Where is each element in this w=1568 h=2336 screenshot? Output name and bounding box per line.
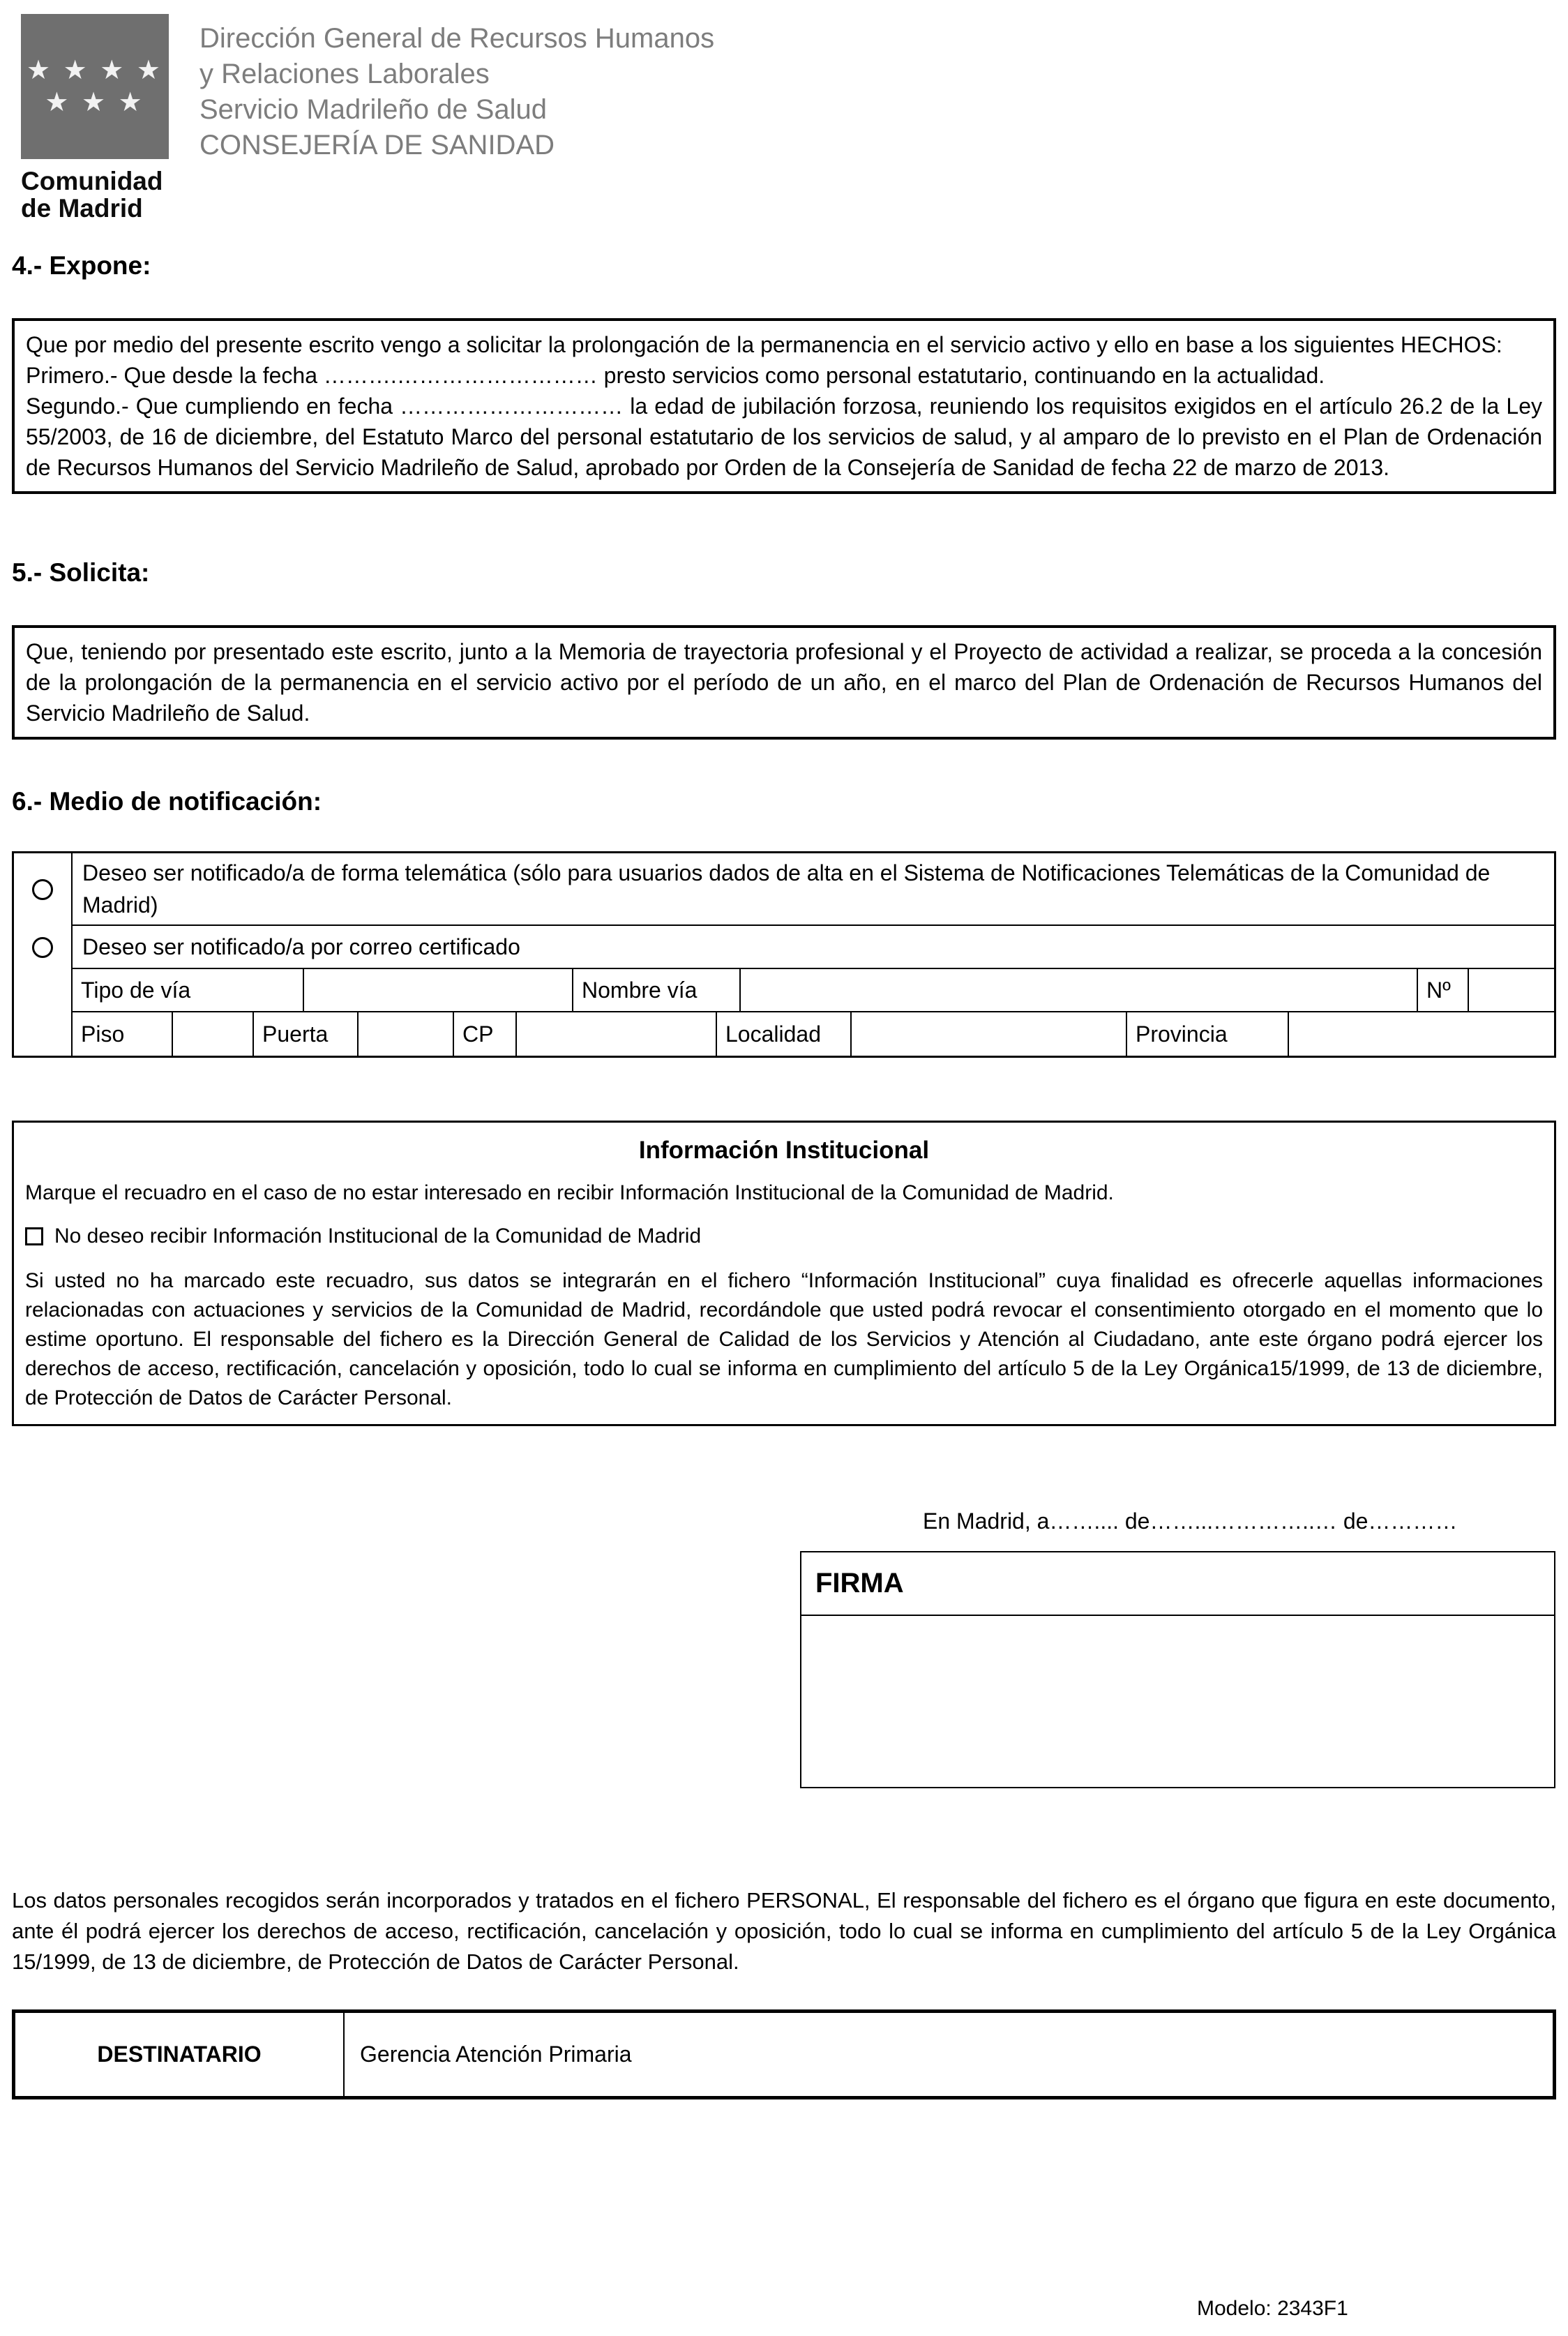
solicita-box	[12, 625, 1556, 740]
legal-footer-text: Los datos personales recogidos serán incorporados y tratados en el fichero PERSONAL, El responsable del fichero es el órgano que figura en este documento, ante él podrá ejercer los derechos de acceso, rectificación, cancelación y oposición, todo lo cual se informa en cumplimiento del artículo 5 de la Ley Orgánica 15/1999, de 13 de diciembre, de Protección de Datos de Carácter Personal.	[12, 1888, 1556, 1974]
expone-para-3: Segundo.- Que cumpliendo en fecha ………………………… la edad de jubilación forzosa, reuniendo los requisitos exigidos en el artículo 26.2 de la Ley 55/2003, de 16 de diciembre, del Estatuto Marco del personal estatutario de los servicios de salud, y al amparo de lo previsto en el Plan de Ordenación de Recursos Humanos del Servicio Madrileño de Salud, aprobado por Orden de la Consejería de Sanidad de fecha 22 de marzo de 2013.	[26, 394, 1542, 480]
signature-area[interactable]	[801, 1615, 1554, 1787]
expone-para-2: Primero.- Que desde la fecha ……….……………………… presto servicios como personal estatutario, continuando en la actualidad.	[26, 363, 1325, 388]
radio-telematica[interactable]	[32, 879, 53, 900]
notification-table	[12, 851, 1556, 1058]
option-telematica-label: Deseo ser notificado/a de forma telemática (sólo para usuarios dados de alta en el Sistema de Notificaciones Telemáticas de la Comunidad de Madrid)	[73, 853, 1554, 926]
nombre-via-label: Nombre vía	[572, 969, 739, 1011]
logo-stars-row2: ★ ★ ★	[45, 88, 145, 117]
notification-rows	[73, 853, 1554, 1056]
section-5-title: 5.- Solicita:	[12, 558, 150, 587]
org-line-1: Dirección General de Recursos Humanos	[199, 23, 715, 54]
numero-input[interactable]	[1468, 969, 1554, 1011]
radio-slot-telematica	[14, 853, 71, 926]
org-header	[199, 14, 714, 222]
header	[21, 0, 1556, 222]
section-6-title: 6.- Medio de notificación:	[12, 787, 322, 816]
logo-caption-line2: de Madrid	[21, 194, 143, 223]
tipo-via-input[interactable]	[303, 969, 572, 1011]
expone-para-1: Que por medio del presente escrito vengo a solicitar la prolongación de la permanencia en el servicio activo y ello en base a los siguientes HECHOS:	[26, 332, 1502, 357]
tipo-via-label: Tipo de vía	[81, 977, 191, 1003]
no-info-checkbox[interactable]	[25, 1227, 43, 1245]
destinatario-value: Gerencia Atención Primaria	[360, 2042, 632, 2067]
address-row-1	[73, 969, 1554, 1012]
logo-caption-line1: Comunidad	[21, 167, 163, 195]
institucional-intro: Marque el recuadro en el caso de no estar interesado en recibir Información Institucional de la Comunidad de Madrid.	[25, 1181, 1114, 1204]
address-row-2	[73, 1012, 1554, 1056]
informacion-institucional-box	[12, 1121, 1556, 1426]
logo-stars-row1: ★ ★ ★ ★	[27, 56, 163, 85]
piso-input[interactable]	[172, 1012, 252, 1056]
destinatario-label: DESTINATARIO	[15, 2013, 345, 2096]
org-line-4: CONSEJERÍA DE SANIDAD	[199, 130, 555, 160]
solicita-para-1: Que, teniendo por presentado este escrito, junto a la Memoria de trayectoria profesional y el Proyecto de actividad a realizar, se proceda a la concesión de la prolongación de la permanencia en el servicio activo por el período de un año, en el marco del Plan de Ordenación de Recursos Humanos del Servicio Madrileño de Salud.	[26, 639, 1542, 726]
informacion-institucional-title: Información Institucional	[638, 1137, 930, 1164]
provincia-label: Provincia	[1126, 1012, 1288, 1056]
comunidad-madrid-logo	[21, 14, 181, 222]
destinatario-table	[12, 2009, 1556, 2099]
modelo-number: Modelo: 2343F1	[1197, 2297, 1348, 2320]
institucional-body: Si usted no ha marcado este recuadro, sus datos se integrarán en el fichero “Información Institucional” cuya finalidad es ofrecerle aquellas informaciones relacionadas con actuaciones y servicios de la Comunidad de Madrid, recordándole que usted podrá revocar el consentimiento otorgado en el momento que lo estime oportuno. El responsable del fichero es la Dirección General de Calidad de los Servicios y Atención al Ciudadano, ante este órgano podrá ejercer los derechos de acceso, rectificación, cancelación y oposición, todo lo cual se informa en cumplimiento del artículo 5 de la Ley Orgánica15/1999, de 13 de diciembre, de Protección de Datos de Carácter Personal.	[25, 1269, 1543, 1409]
logo-caption	[21, 167, 181, 222]
piso-label: Piso	[81, 1021, 125, 1047]
firma-label: FIRMA	[815, 1568, 904, 1598]
date-line: En Madrid, a…….... de……...…………..… de…………	[923, 1508, 1458, 1534]
nombre-via-input[interactable]	[739, 969, 1417, 1011]
numero-label: Nº	[1417, 969, 1468, 1011]
cp-label: CP	[453, 1012, 515, 1056]
expone-box	[12, 318, 1556, 494]
provincia-input[interactable]	[1288, 1012, 1554, 1056]
no-info-checkbox-row	[25, 1225, 1543, 1248]
localidad-input[interactable]	[850, 1012, 1126, 1056]
no-info-checkbox-label: No deseo recibir Información Institucional de la Comunidad de Madrid	[54, 1225, 702, 1248]
radio-column	[14, 853, 73, 1056]
flag-logo-icon	[21, 14, 169, 159]
radio-correo[interactable]	[32, 937, 53, 958]
puerta-label: Puerta	[252, 1012, 357, 1056]
org-line-3: Servicio Madrileño de Salud	[199, 94, 548, 125]
firma-block	[800, 1551, 1555, 1788]
section-4-title: 4.- Expone:	[12, 251, 151, 280]
cp-input[interactable]	[515, 1012, 716, 1056]
option-correo-label: Deseo ser notificado/a por correo certificado	[73, 926, 1554, 969]
org-line-2: y Relaciones Laborales	[199, 59, 490, 89]
radio-slot-correo	[14, 926, 71, 969]
puerta-input[interactable]	[357, 1012, 453, 1056]
localidad-label: Localidad	[716, 1012, 850, 1056]
